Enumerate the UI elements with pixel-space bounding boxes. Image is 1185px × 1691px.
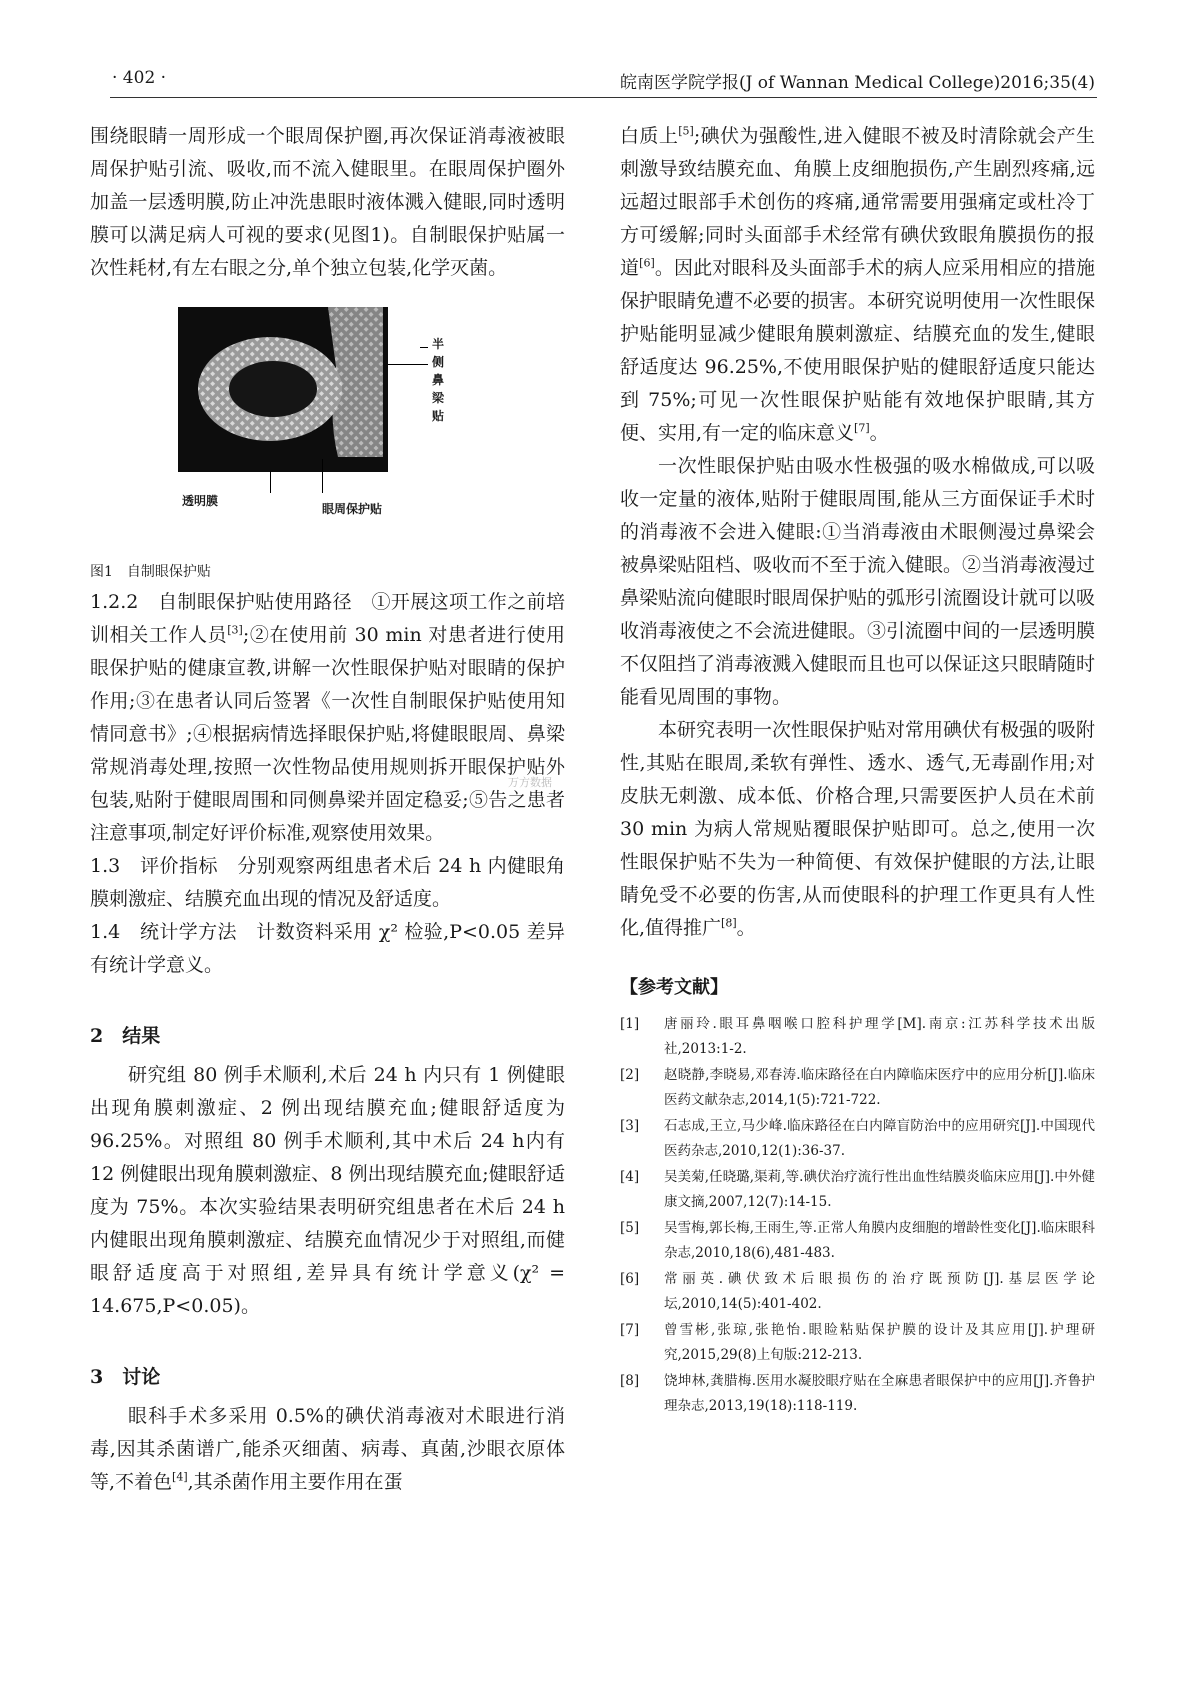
eye-patch-image xyxy=(178,307,388,472)
references-title: 【参考文献】 xyxy=(620,977,728,998)
figure-label-nose-bridge: 半 xyxy=(432,337,445,351)
journal-header: 皖南医学院学报(J of Wannan Medical College)2016;35(4) xyxy=(619,73,1095,93)
section-1-4: 1.4 统计学方法 计数资料采用 χ² 检验,P<0.05 差异有统计学意义。 xyxy=(90,921,565,976)
reference-item xyxy=(620,1216,1095,1266)
right-column xyxy=(620,120,1095,1420)
reference-number: [7] xyxy=(620,1322,640,1338)
reference-item xyxy=(620,1165,1095,1215)
reference-text: 赵晓静,李晓易,邓春涛.临床路径在白内障临床医疗中的应用分析[J].临床医药文献杂志,2014,1(5):721-722. xyxy=(664,1067,1095,1108)
reference-text: 唐丽玲.眼耳鼻咽喉口腔科护理学[M].南京:江苏科学技术出版社,2013:1-2. xyxy=(664,1016,1095,1057)
reference-number: [8] xyxy=(620,1373,640,1389)
reference-item xyxy=(620,1318,1095,1368)
reference-number: [4] xyxy=(620,1169,640,1185)
reference-text: 饶坤林,龚腊梅.医用水凝胶眼疗贴在全麻患者眼保护中的应用[J].齐鲁护理杂志,2013,19(18):118-119. xyxy=(664,1373,1095,1414)
reference-number: [3] xyxy=(620,1118,640,1134)
reference-number: [6] xyxy=(620,1271,640,1287)
reference-text: 吴雪梅,郭长梅,王雨生,等.正常人角膜内皮细胞的增龄性变化[J].临床眼科杂志,2010,18(6),481-483. xyxy=(664,1220,1095,1261)
reference-number: [5] xyxy=(620,1220,640,1236)
reference-text: 曾雪彬,张琼,张艳怡.眼睑粘贴保护膜的设计及其应用[J].护理研究,2015,29(8)上旬版:212-213. xyxy=(664,1322,1095,1363)
discussion-paragraph-1: 白质上[5];碘伏为强酸性,进入健眼不被及时清除就会产生刺激导致结膜充血、角膜上皮细胞损伤,产生剧烈疼痛,远远超过眼部手术创伤的疼痛,通常需要用强痛定或杜冷丁方可缓解;同时头面部手术经常有碘伏致眼角膜损伤的报道[6]。因此对眼科及头面部手术的病人应采用相应的措施保护眼睛免遭不必要的损害。本研究说明使用一次性眼保护贴能明显减少健眼角膜刺激症、结膜充血的发生,健眼舒适度达 96.25%,不使用眼保护贴的健眼舒适度只能达到 75%;可见一次性眼保护贴能有效地保护眼睛,其方便、实用,有一定的临床意义[7]。 xyxy=(620,124,1096,444)
header-rule xyxy=(110,97,1097,98)
reference-text: 吴美菊,任晓璐,渠莉,等.碘伏治疗流行性出血性结膜炎临床应用[J].中外健康文摘,2007,12(7):14-15. xyxy=(664,1169,1095,1210)
figure-label-nose-bridge: 梁 xyxy=(432,391,445,405)
figure-label-nose-bridge: 贴 xyxy=(432,409,445,423)
reference-text: 常丽英.碘伏致术后眼损伤的治疗既预防[J].基层医学论坛,2010,14(5):401-402. xyxy=(664,1271,1095,1312)
section-1-3: 1.3 评价指标 分别观察两组患者术后 24 h 内健眼角膜刺激症、结膜充血出现的情况及舒适度。 xyxy=(90,855,565,910)
reference-number: [2] xyxy=(620,1067,640,1083)
figure-label-film: 透明膜 xyxy=(182,494,219,508)
reference-text: 石志成,王立,马少峰.临床路径在白内障盲防治中的应用研究[J].中国现代医药杂志,2010,12(1):36-37. xyxy=(664,1118,1095,1159)
watermark: 万方数据 xyxy=(508,776,552,789)
reference-item xyxy=(620,1063,1095,1113)
reference-item xyxy=(620,1267,1095,1317)
reference-number: [1] xyxy=(620,1016,640,1032)
figure-caption: 图1 自制眼保护贴 xyxy=(90,564,211,580)
left-column xyxy=(90,120,565,1499)
reference-item xyxy=(620,1012,1095,1062)
figure-label-nose-bridge: 侧 xyxy=(432,355,445,369)
reference-item xyxy=(620,1369,1095,1419)
section-3-title: 3 讨论 xyxy=(90,1366,161,1388)
discussion-paragraph-2: 一次性眼保护贴由吸水性极强的吸水棉做成,可以吸收一定量的液体,贴附于健眼周围,能从三方面保证手术时的消毒液不会进入健眼:①当消毒液由术眼侧漫过鼻梁会被鼻梁贴阻档、吸收而不至于流入健眼。②当消毒液漫过鼻梁贴流向健眼时眼周保护贴的弧形引流圈设计就可以吸收消毒液使之不会流进健眼。③引流圈中间的一层透明膜不仅阻挡了消毒液溅入健眼而且也可以保证这只眼睛随时能看见周围的事物。 xyxy=(620,455,1096,708)
discussion-paragraph-3: 本研究表明一次性眼保护贴对常用碘伏有极强的吸附性,其贴在眼周,柔软有弹性、透水、透气,无毒副作用;对皮肤无刺激、成本低、价格合理,只需要医护人员在术前 30 min 为病人常规贴覆眼保护贴即可。总之,使用一次性眼保护贴不失为一种简便、有效保护健眼的方法,让眼睛免受不必要的伤害,从而使眼科的护理工作更具有人性化,值得推广[8]。 xyxy=(620,719,1096,939)
section-2-title: 2 结果 xyxy=(90,1025,161,1047)
paragraph: 围绕眼睛一周形成一个眼周保护圈,再次保证消毒液被眼周保护贴引流、吸收,而不流入健眼里。在眼周保护圈外加盖一层透明膜,防止冲洗患眼时液体溅入健眼,同时透明膜可以满足病人可视的要求(见图1)。自制眼保护贴属一次性耗材,有左右眼之分,单个独立包装,化学灭菌。 xyxy=(90,125,565,279)
eye-patch-photo xyxy=(178,307,388,472)
figure-label-nose-bridge: 鼻 xyxy=(432,373,445,387)
figure-1 xyxy=(90,299,565,554)
reference-list xyxy=(620,1012,1095,1419)
section-1-2-2: 1.2.2 自制眼保护贴使用路径 ①开展这项工作之前培训相关工作人员[3];②在使用前 30 min 对患者进行使用眼保护贴的健康宣教,讲解一次性眼保护贴对眼睛的保护作用;③在患者认同后签署《一次性自制眼保护贴使用知情同意书》;④根据病情选择眼保护贴,将健眼眼周、鼻梁常规消毒处理,按照一次性物品使用规则拆开眼保护贴外包装,贴附于健眼周围和同侧鼻梁并固定稳妥;⑤告之患者注意事项,制定好评价标准,观察使用效果。 xyxy=(90,591,565,844)
section-3-body: 眼科手术多采用 0.5%的碘伏消毒液对术眼进行消毒,因其杀菌谱广,能杀灭细菌、病毒、真菌,沙眼衣原体等,不着色[4],其杀菌作用主要作用在蛋 xyxy=(90,1405,565,1493)
figure-label-ring: 眼周保护贴 xyxy=(322,502,383,516)
page-number: · 402 · xyxy=(112,68,167,88)
section-2-body: 研究组 80 例手术顺利,术后 24 h 内只有 1 例健眼出现角膜刺激症、2 例出现结膜充血;健眼舒适度为 96.25%。对照组 80 例手术顺利,其中术后 24 h内有 12 例健眼出现角膜刺激症、8 例出现结膜充血;健眼舒适度为 75%。本次实验结果表明研究组患者在术后 24 h 内健眼出现角膜刺激症、结膜充血情况少于对照组,而健眼舒适度高于对照组,差异具有统计学意义(χ² = 14.675,P<0.05)。 xyxy=(90,1064,565,1317)
reference-item xyxy=(620,1114,1095,1164)
